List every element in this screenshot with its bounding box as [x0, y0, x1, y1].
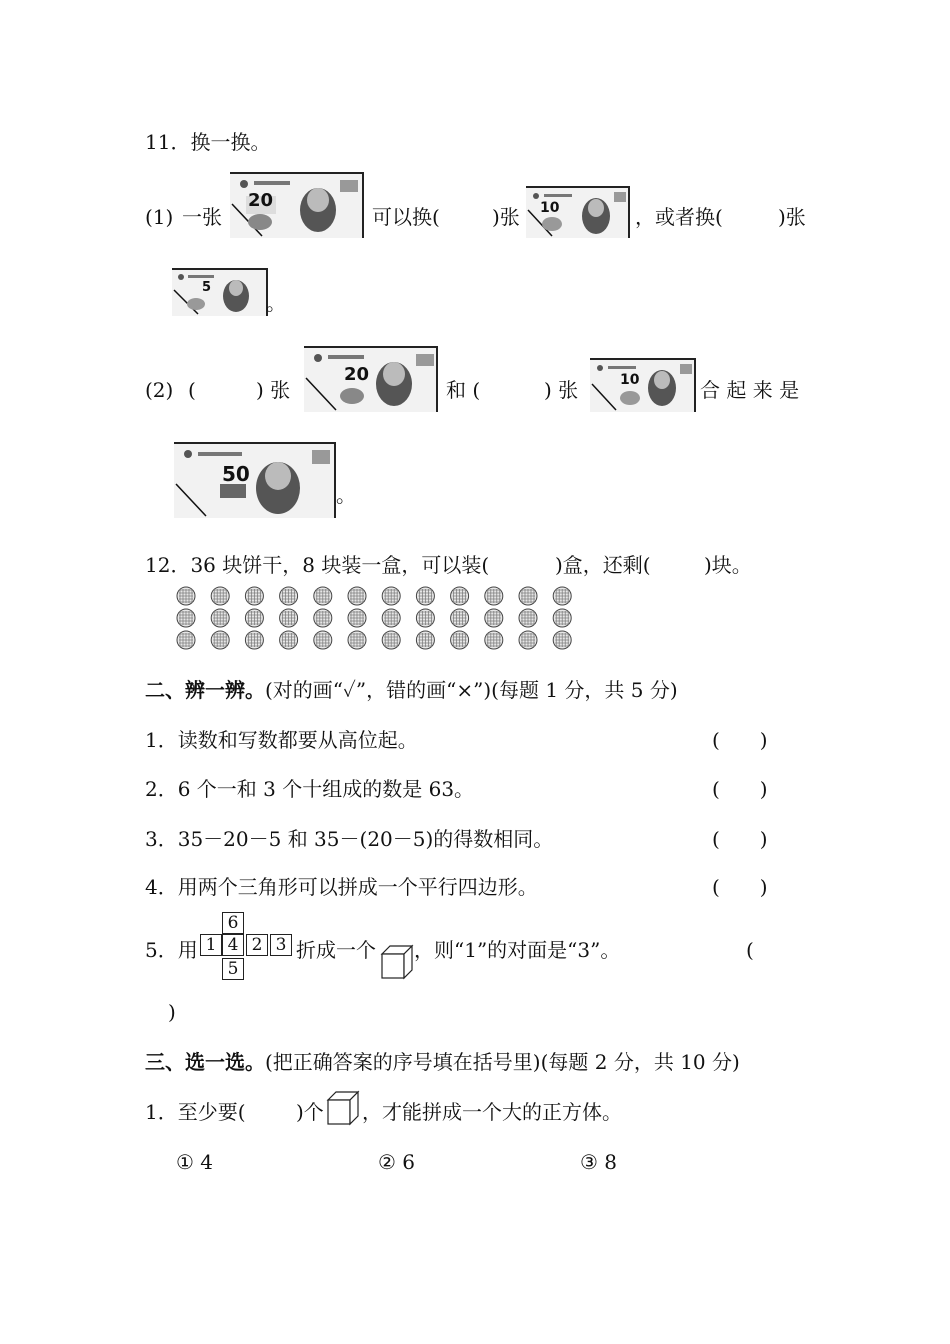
sec2-item-5-pre: 5．用 — [145, 938, 198, 962]
cube-net-face-right-1: 2 — [246, 934, 268, 956]
q12-text: 12．36 块饼干，8 块装一盒，可以装( — [145, 553, 490, 577]
banknote-5-value: 5 — [202, 280, 212, 295]
sec3-q1-pre: 1．至少要( — [145, 1100, 246, 1124]
q11-2-text1: ( — [188, 378, 196, 402]
cookie-icon — [348, 609, 366, 627]
q11-title: 11．换一换。 — [145, 130, 271, 154]
cookie-icon — [553, 609, 571, 627]
cookie-icon — [280, 631, 298, 649]
q11-2-num: (2) — [145, 378, 174, 402]
sec2-item-5-post2: ，则“1”的对面是“3”。 — [414, 938, 621, 962]
cookie-icon — [485, 631, 503, 649]
cookie-icon — [382, 587, 400, 605]
banknote-20-value: 20 — [248, 190, 274, 211]
banknote-10-value: 10 — [540, 200, 560, 216]
q11-1-text1: 一张 — [182, 205, 222, 229]
cookie-icon — [519, 609, 537, 627]
q11-1-text5: )张 — [778, 205, 806, 229]
cookie-icon — [211, 631, 229, 649]
cookie-icon — [416, 609, 434, 627]
cookies-illustration — [176, 586, 596, 652]
cookie-icon — [451, 609, 469, 627]
banknote-20-image — [230, 172, 364, 238]
cube-net-face-right-2: 3 — [270, 934, 292, 956]
banknote-50-image — [174, 442, 336, 518]
cookie-icon — [348, 631, 366, 649]
q12-end: )块。 — [704, 553, 752, 577]
cube-net-face-center: 4 — [222, 934, 244, 956]
sec2-item-5-bracket-open[interactable]: ( — [746, 938, 754, 962]
sec3-q1-option-3[interactable]: ③ 8 — [580, 1150, 618, 1174]
cookie-icon — [519, 631, 537, 649]
q11-2-text2: ) 张 — [256, 378, 291, 402]
sec2-item-2-bracket[interactable]: ( ) — [712, 777, 768, 801]
q11-1-text2: 可以换( — [372, 205, 440, 229]
sec2-item-3: 3．35－20－5 和 35－(20－5)的得数相同。 — [145, 827, 554, 851]
banknote-20-image-2 — [304, 346, 438, 412]
q11-2-text3: 和 ( — [446, 378, 481, 402]
cookie-icon — [314, 587, 332, 605]
cookie-icon — [553, 587, 571, 605]
q11-1-text4: ，或者换( — [635, 205, 723, 229]
q11-2-text5: 合 起 来 是 — [700, 378, 800, 402]
sec2-item-5-post: 折成一个 — [296, 938, 376, 962]
cookie-icon — [553, 631, 571, 649]
cookie-icon — [280, 587, 298, 605]
section-3-heading — [145, 1048, 740, 1076]
cookie-icon — [211, 609, 229, 627]
banknote-10-image — [526, 186, 630, 238]
cookie-icon — [348, 587, 366, 605]
cookie-icon — [382, 631, 400, 649]
cookie-icon — [245, 587, 263, 605]
cookie-icon — [416, 631, 434, 649]
cookie-icon — [451, 587, 469, 605]
cookie-icon — [177, 631, 195, 649]
cookie-icon — [382, 609, 400, 627]
sec3-q1-post: ，才能拼成一个大的正方体。 — [362, 1100, 622, 1124]
cookie-icon — [314, 609, 332, 627]
q11-1-text3: )张 — [492, 205, 520, 229]
sec2-item-3-bracket[interactable]: ( ) — [712, 827, 768, 851]
cookie-icon — [177, 587, 195, 605]
cookie-icon — [416, 587, 434, 605]
banknote-5-image — [172, 268, 268, 316]
sec3-q1-option-2[interactable]: ② 6 — [378, 1150, 416, 1174]
sec2-item-2: 2．6 个一和 3 个十组成的数是 63。 — [145, 777, 475, 801]
section-2-heading-bold: 二、辨一辨。 — [145, 678, 265, 702]
q11-2-text6: 。 — [336, 483, 356, 507]
cube-net — [200, 912, 294, 980]
cube-icon — [380, 944, 414, 980]
sec2-item-4-bracket[interactable]: ( ) — [712, 875, 768, 899]
cube-net-face-bottom: 5 — [222, 958, 244, 980]
cookie-icon — [177, 609, 195, 627]
sec2-item-1: 1．读数和写数都要从高位起。 — [145, 728, 418, 752]
cube-net-face-top: 6 — [222, 912, 244, 934]
cookie-icon — [519, 587, 537, 605]
cookie-icon — [245, 609, 263, 627]
section-2-heading-rest: (对的画“✓”，错的画“×”)(每题 1 分，共 5 分) — [265, 678, 678, 702]
cookie-icon — [245, 631, 263, 649]
cookie-icon — [485, 587, 503, 605]
banknote-50-value: 50 — [222, 462, 250, 486]
sec2-item-4: 4．用两个三角形可以拼成一个平行四边形。 — [145, 875, 538, 899]
q11-1-text6: 。 — [266, 291, 286, 315]
sec3-q1-option-1[interactable]: ① 4 — [176, 1150, 214, 1174]
cookie-icon — [451, 631, 469, 649]
sec2-item-1-bracket[interactable]: ( ) — [712, 728, 768, 752]
q12-mid: )盒，还剩( — [555, 553, 651, 577]
cookie-icon — [280, 609, 298, 627]
section-3-heading-rest: (把正确答案的序号填在括号里)(每题 2 分，共 10 分) — [265, 1050, 740, 1074]
small-cube-icon — [326, 1090, 360, 1126]
q11-2-text4: ) 张 — [544, 378, 579, 402]
banknote-10-value-2: 10 — [620, 372, 640, 388]
cookie-icon — [485, 609, 503, 627]
banknote-10-image-2 — [590, 358, 696, 412]
cube-net-face-left: 1 — [200, 934, 222, 956]
section-3-heading-bold: 三、选一选。 — [145, 1050, 265, 1074]
section-2-heading — [145, 676, 678, 704]
cookie-icon — [211, 587, 229, 605]
sec3-q1-mid: )个 — [296, 1100, 324, 1124]
banknote-20-value-2: 20 — [344, 364, 370, 385]
sec2-item-5-bracket-close[interactable]: ) — [168, 1000, 176, 1024]
q11-1-num: (1) — [145, 205, 174, 229]
cookie-icon — [314, 631, 332, 649]
